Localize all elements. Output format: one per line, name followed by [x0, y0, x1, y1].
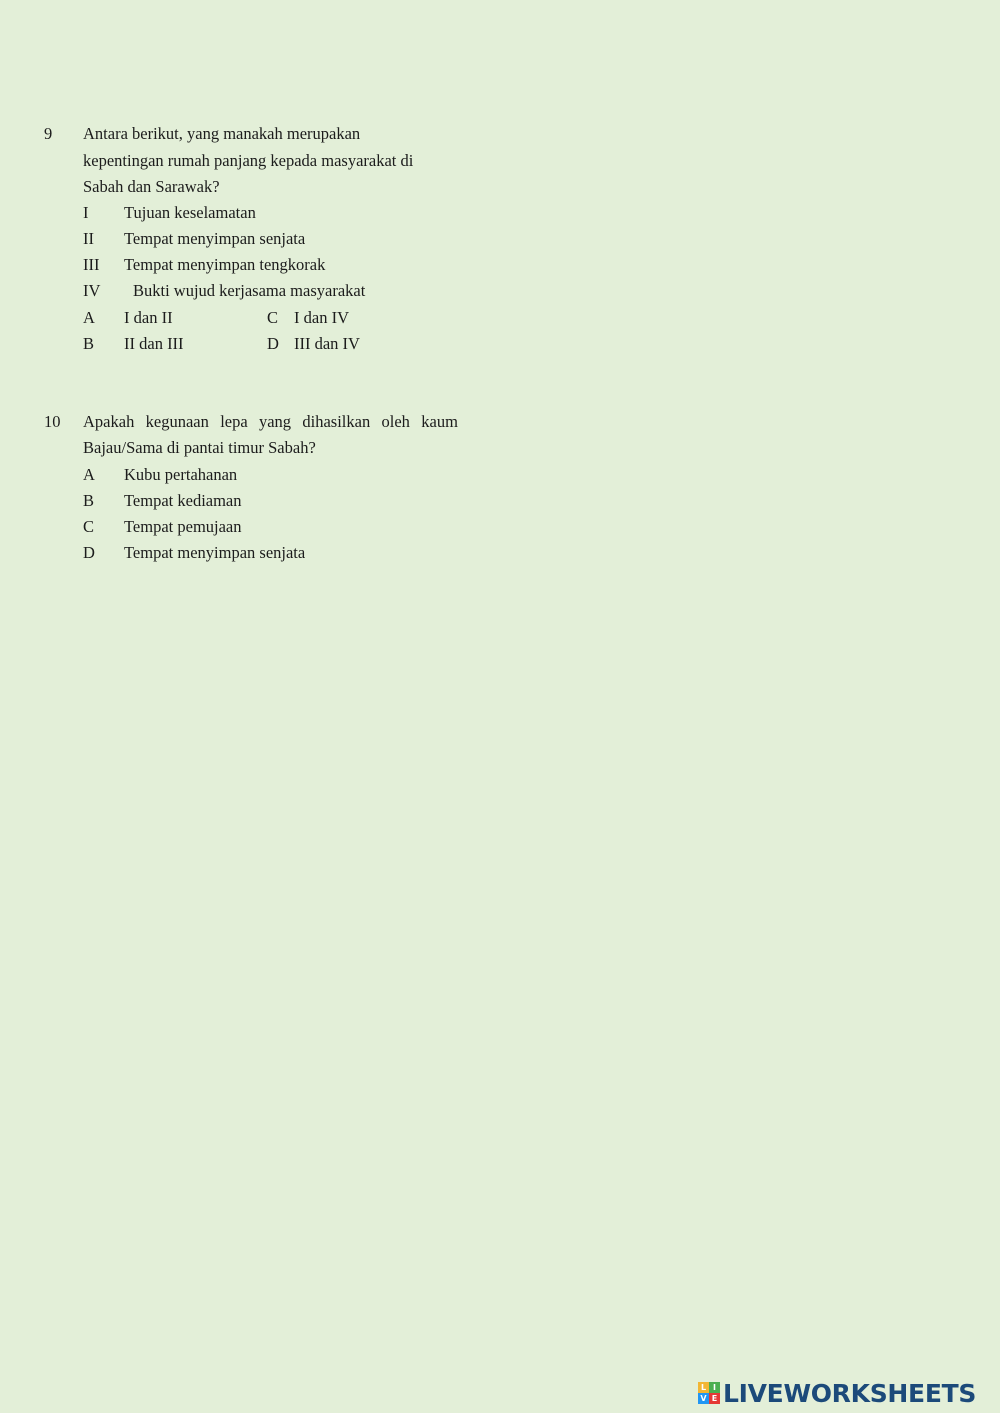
statement-numeral: III — [83, 255, 100, 274]
question-word: lepa — [220, 412, 248, 431]
option-text: Kubu pertahanan — [124, 465, 238, 484]
question-text-line: Antara berikut, yang manakah merupakan — [83, 124, 361, 143]
option-letter: B — [83, 334, 95, 353]
option-text: III dan IV — [294, 334, 360, 353]
question-number: 9 — [44, 124, 53, 143]
logo-tile: V — [698, 1393, 709, 1404]
option-text: Tempat menyimpan senjata — [124, 543, 306, 562]
liveworksheets-logo-text: LIVEWORKSHEETS — [723, 1378, 977, 1408]
option-text: II dan III — [124, 334, 184, 353]
option-letter: C — [267, 308, 279, 327]
statement-numeral: I — [83, 203, 89, 222]
option-letter: D — [83, 543, 95, 562]
option-text: Tempat pemujaan — [124, 517, 242, 536]
question-word: Apakah — [83, 412, 135, 431]
question-text-line: Bajau/Sama di pantai timur Sabah? — [83, 438, 316, 457]
logo-tile: L — [698, 1382, 709, 1393]
question-number: 10 — [44, 412, 61, 431]
question-word: oleh — [381, 412, 410, 431]
logo-tile: I — [709, 1382, 720, 1393]
question-text-line — [83, 414, 458, 431]
logo-tile: E — [709, 1393, 720, 1404]
statement-text: Tempat menyimpan tengkorak — [124, 255, 326, 274]
option-text: Tempat kediaman — [124, 491, 242, 510]
statement-text: Tujuan keselamatan — [124, 203, 256, 222]
statement-text: Tempat menyimpan senjata — [124, 229, 306, 248]
option-letter: D — [267, 334, 279, 353]
statement-numeral: IV — [83, 281, 101, 300]
question-word: dihasilkan — [302, 412, 371, 431]
statement-numeral: II — [83, 229, 94, 248]
statement-text: Bukti wujud kerjasama masyarakat — [133, 281, 366, 300]
question-text-line: kepentingan rumah panjang kepada masyarakat di — [83, 151, 414, 170]
liveworksheets-logo[interactable] — [698, 1380, 976, 1406]
option-text: I dan II — [124, 308, 173, 327]
question-word: kegunaan — [145, 412, 209, 431]
option-letter: B — [83, 491, 95, 510]
question-word: yang — [258, 412, 292, 431]
option-letter: A — [83, 465, 95, 484]
option-letter: A — [83, 308, 95, 327]
liveworksheets-logo-icon — [698, 1382, 720, 1404]
option-text: I dan IV — [294, 308, 349, 327]
option-letter: C — [83, 517, 95, 536]
question-word: kaum — [421, 412, 458, 431]
question-text-line: Sabah dan Sarawak? — [83, 177, 220, 196]
